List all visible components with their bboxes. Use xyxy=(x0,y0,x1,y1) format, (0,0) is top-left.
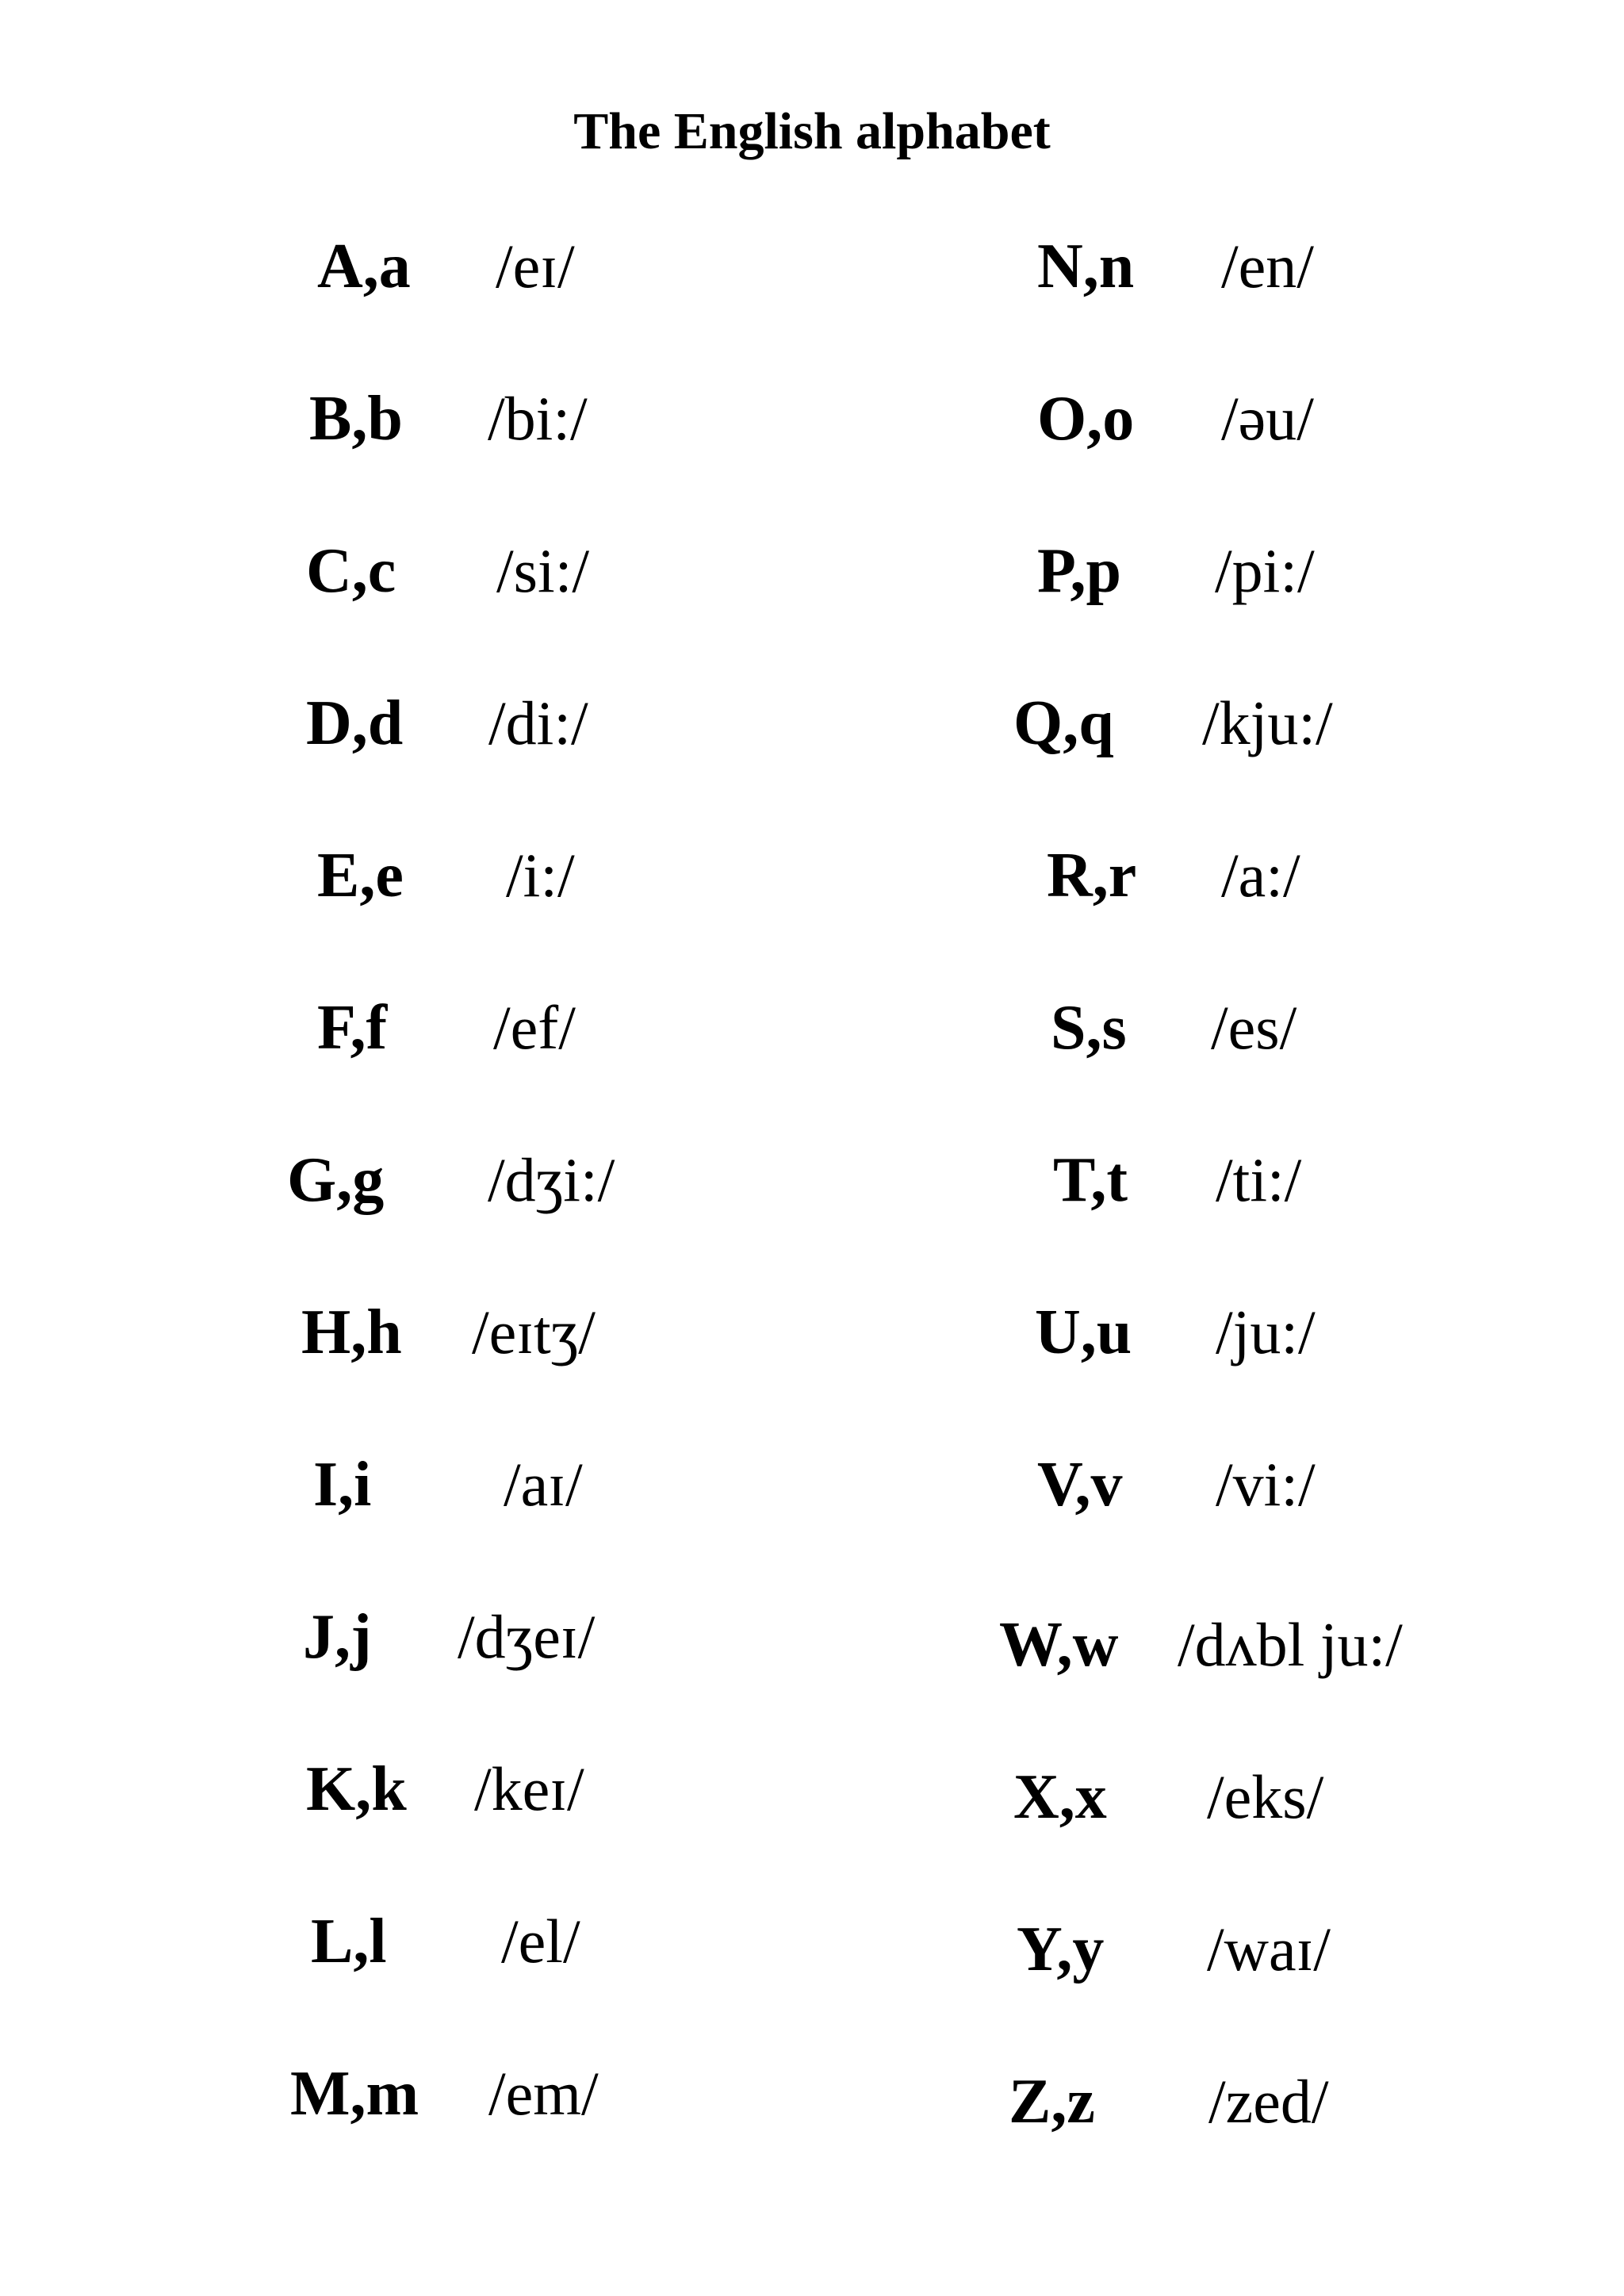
letter-pair: Y,y xyxy=(1017,1915,1105,1984)
pronunciation: /em/ xyxy=(488,2059,599,2128)
pronunciation: /ti:/ xyxy=(1216,1145,1302,1214)
pronunciation: /el/ xyxy=(501,1907,580,1976)
pronunciation: /di:/ xyxy=(488,688,588,757)
pronunciation: /ju:/ xyxy=(1216,1297,1316,1366)
pronunciation: /bi:/ xyxy=(488,384,588,453)
letter-pair: J,j xyxy=(303,1602,372,1672)
pronunciation: /waɪ/ xyxy=(1207,1915,1331,1984)
pronunciation: /eɪ/ xyxy=(496,232,575,301)
letter-pair: P,p xyxy=(1037,536,1122,606)
letter-pair: L,l xyxy=(311,1907,387,1976)
pronunciation: /dʒi:/ xyxy=(488,1145,615,1214)
pronunciation: /a:/ xyxy=(1221,841,1300,910)
letter-pair: N,n xyxy=(1037,232,1135,301)
pronunciation: /i:/ xyxy=(506,841,575,910)
letter-pair: S,s xyxy=(1051,993,1127,1063)
pronunciation: /vi:/ xyxy=(1216,1450,1316,1519)
pronunciation: /en/ xyxy=(1221,232,1314,301)
letter-pair: V,v xyxy=(1037,1450,1123,1520)
pronunciation: /aɪ/ xyxy=(504,1450,583,1519)
letter-pair: D,d xyxy=(306,688,404,758)
letter-pair: U,u xyxy=(1035,1297,1132,1367)
letter-pair: A,a xyxy=(317,232,411,301)
pronunciation: /dʒeɪ/ xyxy=(458,1602,596,1671)
letter-pair: C,c xyxy=(306,536,396,606)
pronunciation: /es/ xyxy=(1211,993,1297,1062)
letter-pair: M,m xyxy=(290,2059,419,2129)
letter-pair: E,e xyxy=(317,841,404,910)
pronunciation: /dʌbl ju:/ xyxy=(1178,1610,1403,1679)
pronunciation: /əu/ xyxy=(1221,384,1314,453)
letter-pair: X,x xyxy=(1013,1762,1107,1832)
letter-pair: H,h xyxy=(301,1297,402,1367)
letter-pair: I,i xyxy=(313,1450,372,1520)
letter-pair: R,r xyxy=(1047,841,1137,910)
letter-pair: W,w xyxy=(999,1610,1119,1680)
letter-pair: F,f xyxy=(317,993,388,1063)
pronunciation: /pi:/ xyxy=(1215,536,1315,605)
letter-pair: Q,q xyxy=(1013,688,1114,758)
letter-pair: O,o xyxy=(1037,384,1135,454)
letter-pair: Z,z xyxy=(1009,2067,1095,2137)
pronunciation: /zed/ xyxy=(1208,2067,1329,2136)
pronunciation: /si:/ xyxy=(496,536,590,605)
letter-pair: K,k xyxy=(306,1754,407,1824)
letter-pair: G,g xyxy=(287,1145,385,1215)
pronunciation: /eɪtʒ/ xyxy=(472,1297,596,1366)
page-title: The English alphabet xyxy=(573,102,1051,160)
pronunciation: /ef/ xyxy=(493,993,576,1062)
letter-pair: B,b xyxy=(309,384,403,454)
pronunciation: /keɪ/ xyxy=(474,1754,584,1823)
letter-pair: T,t xyxy=(1053,1145,1128,1215)
pronunciation: /kju:/ xyxy=(1202,688,1333,757)
pronunciation: /eks/ xyxy=(1207,1762,1324,1831)
